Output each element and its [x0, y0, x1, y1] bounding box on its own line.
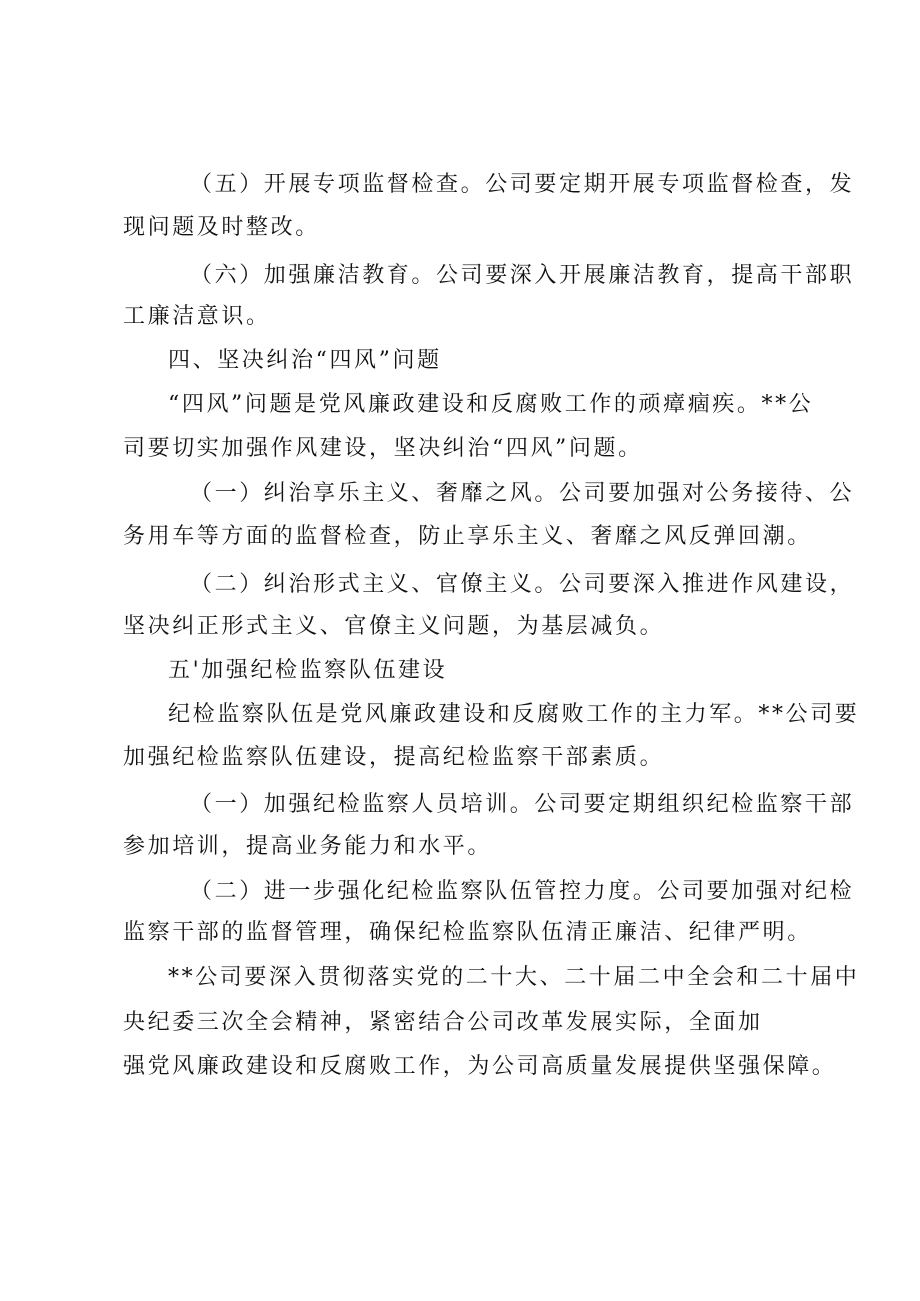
- paragraph-line: 央纪委三次全会精神，紧密结合公司改革发展实际，全面加: [123, 1010, 763, 1035]
- paragraph-line: 参加培训，提高业务能力和水平。: [123, 834, 493, 859]
- paragraph-line: 监察干部的监督管理，确保纪检监察队伍清正廉洁、纪律严明。: [123, 920, 812, 945]
- paragraph-line: **公司要深入贯彻落实党的二十大、二十届二中全会和二十届中: [168, 965, 860, 990]
- paragraph-line: 现问题及时整改。: [123, 215, 320, 240]
- paragraph-line: 加强纪检监察队伍建设，提高纪检监察干部素质。: [123, 745, 665, 770]
- section-heading: 五'加强纪检监察队伍建设: [168, 658, 448, 683]
- paragraph-line: 工廉洁意识。: [123, 304, 271, 329]
- paragraph-line: （五）开展专项监督检查。公司要定期开展专项监督检查，发: [190, 172, 855, 197]
- paragraph-line: 司要切实加强作风建设，坚决纠治“四风”问题。: [123, 436, 643, 461]
- paragraph-line: 纪检监察队伍是党风廉政建设和反腐败工作的主力军。**公司要: [168, 702, 860, 727]
- paragraph-line: 坚决纠正形式主义、官僚主义问题，为基层减负。: [123, 614, 665, 639]
- paragraph-line: “四风”问题是党风廉政建设和反腐败工作的顽瘴痼疾。**公: [168, 392, 814, 417]
- paragraph-line: 务用车等方面的监督检查，防止享乐主义、奢靡之风反弹回潮。: [123, 524, 812, 549]
- paragraph-line: （一）纠治享乐主义、奢靡之风。公司要加强对公务接待、公: [190, 481, 855, 506]
- paragraph-line: （二）进一步强化纪检监察队伍管控力度。公司要加强对纪检: [190, 879, 855, 904]
- paragraph-line: （一）加强纪检监察人员培训。公司要定期组织纪检监察干部: [190, 792, 855, 817]
- section-heading: 四、坚决纠治“四风”问题: [168, 348, 442, 373]
- paragraph-line: （六）加强廉洁教育。公司要深入开展廉洁教育，提高干部职: [190, 263, 855, 288]
- paragraph-line: 强党风廉政建设和反腐败工作，为公司高质量发展提供坚强保障。: [123, 1054, 837, 1079]
- paragraph-line: （二）纠治形式主义、官僚主义。公司要深入推进作风建设，: [190, 572, 855, 597]
